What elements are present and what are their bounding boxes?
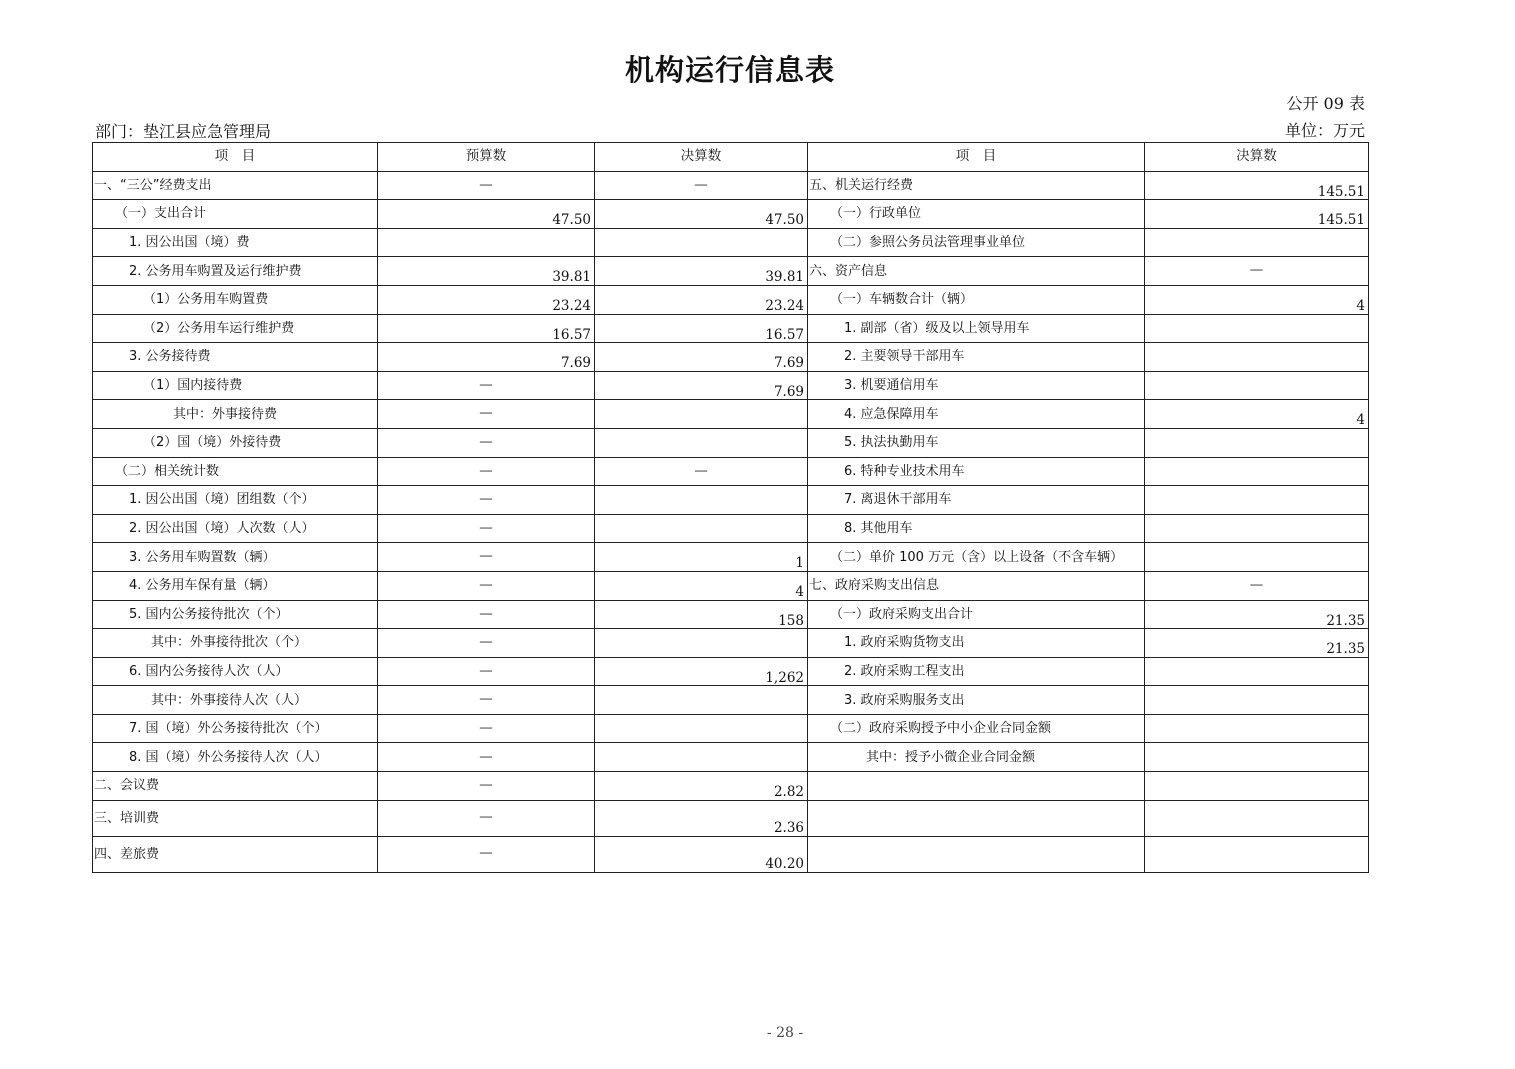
right-final-value — [1145, 686, 1369, 715]
final-value — [595, 686, 808, 715]
row-label: 三、培训费 — [93, 800, 378, 836]
right-row-label: （一）车辆数合计（辆） — [808, 285, 1145, 314]
table-row — [93, 714, 1369, 743]
final-value — [595, 428, 808, 457]
row-label: 四、差旅费 — [93, 836, 378, 872]
right-row-label — [808, 800, 1145, 836]
budget-value: — — [378, 428, 595, 457]
row-label: 4. 公务用车保有量（辆） — [93, 571, 378, 600]
budget-value — [378, 228, 595, 257]
row-label: 1. 因公出国（境）团组数（个） — [93, 486, 378, 515]
right-row-label: 2. 政府采购工程支出 — [808, 657, 1145, 686]
table-row — [93, 514, 1369, 543]
table-row — [93, 457, 1369, 486]
department-label: 部门：垫江县应急管理局 — [95, 122, 272, 141]
budget-value: — — [378, 457, 595, 486]
table-row — [93, 486, 1369, 515]
table-row — [93, 743, 1369, 772]
page-number: - 28 - — [766, 1025, 804, 1041]
header-right-item: 项 目 — [808, 143, 1145, 172]
table-row — [93, 371, 1369, 400]
right-final-value: — — [1145, 571, 1369, 600]
right-row-label: （一）政府采购支出合计 — [808, 600, 1145, 629]
table-row — [93, 314, 1369, 343]
table-row — [93, 686, 1369, 715]
header-budget: 预算数 — [378, 143, 595, 172]
right-final-value — [1145, 714, 1369, 743]
row-label: 其中：外事接待人次（人） — [93, 686, 378, 715]
budget-value: — — [378, 486, 595, 515]
right-final-value — [1145, 800, 1369, 836]
right-row-label: （二）政府采购授予中小企业合同金额 — [808, 714, 1145, 743]
row-label: 3. 公务接待费 — [93, 343, 378, 372]
right-row-label: （一）行政单位 — [808, 200, 1145, 229]
right-row-label: 1. 副部（省）级及以上领导用车 — [808, 314, 1145, 343]
final-value — [595, 486, 808, 515]
row-label: （1）国内接待费 — [93, 371, 378, 400]
right-row-label — [808, 836, 1145, 872]
final-value: 23.24 — [595, 285, 808, 314]
right-row-label: 6. 特种专业技术用车 — [808, 457, 1145, 486]
row-label: 2. 公务用车购置及运行维护费 — [93, 257, 378, 286]
final-value: 40.20 — [595, 836, 808, 872]
row-label: 其中：外事接待批次（个） — [93, 629, 378, 658]
right-final-value — [1145, 228, 1369, 257]
table-row — [93, 171, 1369, 200]
header-final: 决算数 — [595, 143, 808, 172]
budget-value: 23.24 — [378, 285, 595, 314]
row-label: 5. 国内公务接待批次（个） — [93, 600, 378, 629]
budget-value: — — [378, 629, 595, 658]
right-final-value — [1145, 514, 1369, 543]
table-header-row — [93, 143, 1369, 172]
budget-value: — — [378, 600, 595, 629]
right-row-label: （二）参照公务员法管理事业单位 — [808, 228, 1145, 257]
final-value — [595, 400, 808, 429]
row-label: 一、“三公”经费支出 — [93, 171, 378, 200]
final-value: — — [595, 171, 808, 200]
right-row-label: 3. 机要通信用车 — [808, 371, 1145, 400]
right-row-label: （二）单价 100 万元（含）以上设备（不含车辆） — [808, 543, 1145, 572]
row-label: 3. 公务用车购置数（辆） — [93, 543, 378, 572]
budget-value: 47.50 — [378, 200, 595, 229]
final-value: 39.81 — [595, 257, 808, 286]
right-row-label: 1. 政府采购货物支出 — [808, 629, 1145, 658]
right-final-value: 4 — [1145, 400, 1369, 429]
final-value: 1,262 — [595, 657, 808, 686]
right-row-label: 3. 政府采购服务支出 — [808, 686, 1145, 715]
budget-value: — — [378, 836, 595, 872]
right-final-value — [1145, 371, 1369, 400]
final-value — [595, 514, 808, 543]
right-row-label: 五、机关运行经费 — [808, 171, 1145, 200]
row-label: （二）相关统计数 — [93, 457, 378, 486]
table-row — [93, 836, 1369, 872]
unit-label: 单位：万元 — [1284, 121, 1365, 140]
right-final-value — [1145, 657, 1369, 686]
table-row — [93, 629, 1369, 658]
final-value: 2.82 — [595, 772, 808, 801]
right-final-value — [1145, 743, 1369, 772]
budget-value: 7.69 — [378, 343, 595, 372]
table-row — [93, 543, 1369, 572]
right-final-value: — — [1145, 257, 1369, 286]
right-row-label: 7. 离退休干部用车 — [808, 486, 1145, 515]
right-final-value — [1145, 457, 1369, 486]
right-row-label: 5. 执法执勤用车 — [808, 428, 1145, 457]
budget-value: — — [378, 371, 595, 400]
right-final-value: 21.35 — [1145, 629, 1369, 658]
budget-value: — — [378, 657, 595, 686]
row-label: 其中：外事接待费 — [93, 400, 378, 429]
right-final-value — [1145, 343, 1369, 372]
final-value — [595, 714, 808, 743]
budget-value: — — [378, 400, 595, 429]
page-title: 机构运行信息表 — [624, 53, 835, 87]
row-label: （1）公务用车购置费 — [93, 285, 378, 314]
right-final-value — [1145, 314, 1369, 343]
right-row-label: 8. 其他用车 — [808, 514, 1145, 543]
row-label: 6. 国内公务接待人次（人） — [93, 657, 378, 686]
budget-value: — — [378, 743, 595, 772]
final-value: 1 — [595, 543, 808, 572]
right-row-label: 2. 主要领导干部用车 — [808, 343, 1145, 372]
table-row — [93, 428, 1369, 457]
table-row — [93, 228, 1369, 257]
right-final-value — [1145, 836, 1369, 872]
final-value: 158 — [595, 600, 808, 629]
final-value: 7.69 — [595, 343, 808, 372]
table-row — [93, 600, 1369, 629]
table-row — [93, 257, 1369, 286]
table-row — [93, 571, 1369, 600]
table-row — [93, 200, 1369, 229]
right-final-value: 145.51 — [1145, 200, 1369, 229]
right-final-value — [1145, 486, 1369, 515]
final-value: 47.50 — [595, 200, 808, 229]
final-value — [595, 629, 808, 658]
right-row-label: 六、资产信息 — [808, 257, 1145, 286]
table-row — [93, 800, 1369, 836]
row-label: 2. 因公出国（境）人次数（人） — [93, 514, 378, 543]
right-final-value — [1145, 772, 1369, 801]
budget-value: — — [378, 514, 595, 543]
budget-value: — — [378, 714, 595, 743]
budget-value: 39.81 — [378, 257, 595, 286]
final-value: 7.69 — [595, 371, 808, 400]
right-final-value — [1145, 428, 1369, 457]
row-label: （2）公务用车运行维护费 — [93, 314, 378, 343]
table-row — [93, 657, 1369, 686]
right-row-label: 七、政府采购支出信息 — [808, 571, 1145, 600]
row-label: （2）国（境）外接待费 — [93, 428, 378, 457]
right-row-label: 4. 应急保障用车 — [808, 400, 1145, 429]
row-label: 8. 国（境）外公务接待人次（人） — [93, 743, 378, 772]
table-row — [93, 285, 1369, 314]
right-row-label — [808, 772, 1145, 801]
final-value: — — [595, 457, 808, 486]
row-label: 二、会议费 — [93, 772, 378, 801]
right-final-value: 21.35 — [1145, 600, 1369, 629]
budget-value: — — [378, 800, 595, 836]
right-final-value — [1145, 543, 1369, 572]
final-value — [595, 228, 808, 257]
final-value: 2.36 — [595, 800, 808, 836]
header-left-item: 项 目 — [93, 143, 378, 172]
budget-value: — — [378, 686, 595, 715]
table-row — [93, 400, 1369, 429]
row-label: 7. 国（境）外公务接待批次（个） — [93, 714, 378, 743]
final-value: 4 — [595, 571, 808, 600]
table-row — [93, 772, 1369, 801]
budget-value: — — [378, 171, 595, 200]
budget-value: — — [378, 772, 595, 801]
final-value — [595, 743, 808, 772]
form-number: 公开 09 表 — [1286, 94, 1365, 113]
info-table — [92, 142, 1369, 873]
row-label: （一）支出合计 — [93, 200, 378, 229]
right-row-label: 其中：授予小微企业合同金额 — [808, 743, 1145, 772]
right-final-value: 4 — [1145, 285, 1369, 314]
right-final-value: 145.51 — [1145, 171, 1369, 200]
budget-value: — — [378, 543, 595, 572]
budget-value: — — [378, 571, 595, 600]
header-right-final: 决算数 — [1145, 143, 1369, 172]
row-label: 1. 因公出国（境）费 — [93, 228, 378, 257]
budget-value: 16.57 — [378, 314, 595, 343]
table-row — [93, 343, 1369, 372]
final-value: 16.57 — [595, 314, 808, 343]
